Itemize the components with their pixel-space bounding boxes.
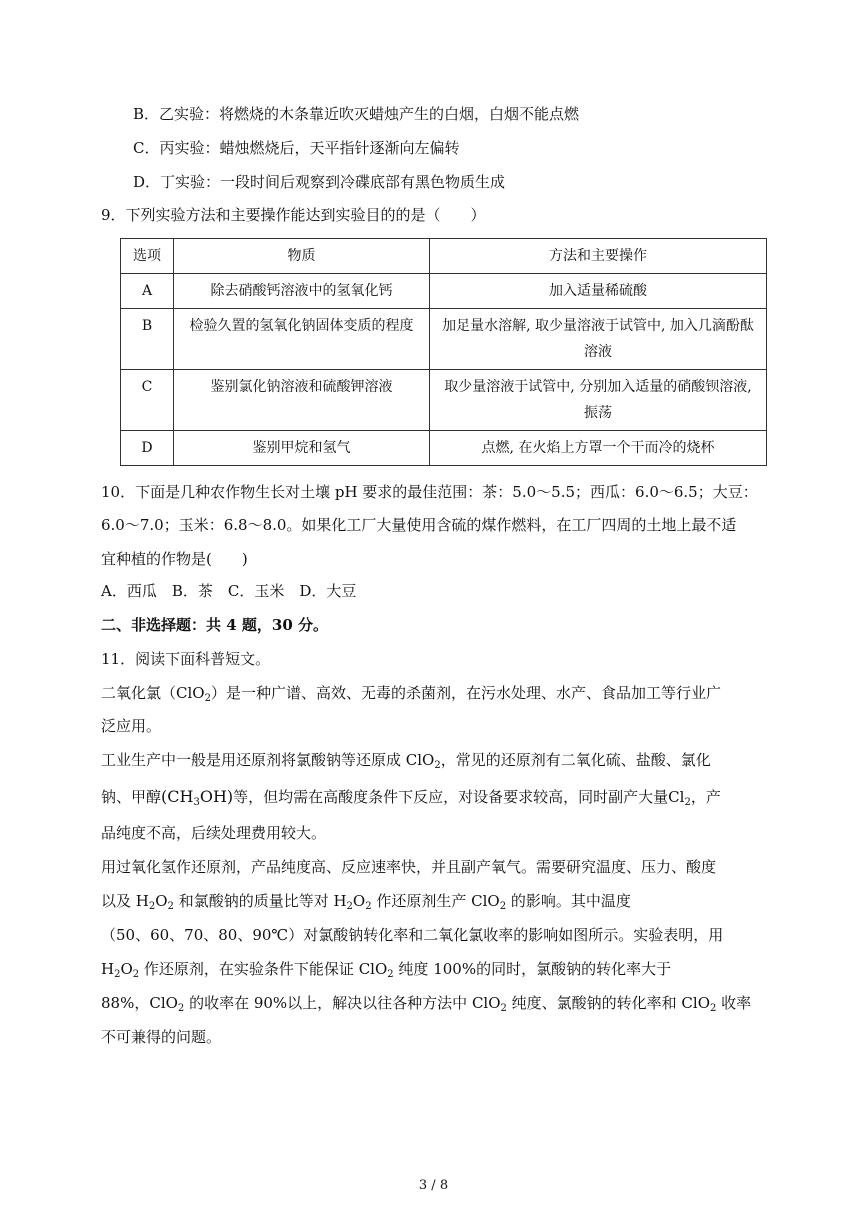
- q11-paragraph-1-line-1: 二氧化氯（ClO$_2$）是一种广谱、高效、无毒的杀菌剂，在污水处理、水产、食品加工等行业广: [101, 684, 721, 704]
- page-number: 3 / 8: [418, 1178, 449, 1193]
- table-row: [121, 274, 767, 309]
- q10-options: A．西瓜 B．茶 C．玉米 D．大豆: [101, 582, 357, 600]
- option-cell: A: [121, 274, 174, 309]
- q11-paragraph-2-line-2: 钠、甲醇$(CH_3OH)$等，但均需在高酸度条件下反应，对设备要求较高，同时副产大量$Cl_2$，产: [101, 787, 721, 808]
- method-cell: 加入适量稀硫酸: [430, 274, 767, 309]
- q9-table: [120, 238, 767, 466]
- q11-paragraph-3-line-5: 88%，ClO$_2$ 的收率在 90%以上，解决以往各种方法中 ClO$_2$ 纯度、氯酸钠的转化率和 ClO$_2$ 收率: [101, 994, 752, 1014]
- q11-paragraph-3-line-6: 不可兼得的问题。: [101, 1028, 222, 1046]
- method-cell: 加足量水溶解, 取少量溶液于试管中, 加入几滴酚酞溶液: [430, 309, 767, 370]
- method-cell: 取少量溶液于试管中, 分别加入适量的硝酸钡溶液, 振荡: [430, 370, 767, 431]
- substance-cell: 鉴别甲烷和氢气: [174, 431, 430, 466]
- table-row: [121, 431, 767, 466]
- substance-cell: 检验久置的氢氧化钠固体变质的程度: [174, 309, 430, 370]
- option-cell: D: [121, 431, 174, 466]
- header-substance: 物质: [174, 239, 430, 274]
- q11-paragraph-2-line-1: 工业生产中一般是用还原剂将氯酸钠等还原成 ClO$_2$，常见的还原剂有二氧化硫、盐酸、氯化: [101, 751, 711, 771]
- header-method: 方法和主要操作: [430, 239, 767, 274]
- table-row: [121, 309, 767, 370]
- q9-stem: 9．下列实验方法和主要操作能达到实验目的的是（ ）: [101, 206, 486, 224]
- table-row: [121, 370, 767, 431]
- methanol-formula: $(CH_3OH)$: [161, 787, 234, 808]
- option-cell: C: [121, 370, 174, 431]
- q11-paragraph-3-line-3: （50、60、70、80、90℃）对氯酸钠转化率和二氧化氯收率的影响如图所示。实验表明，用: [101, 926, 724, 944]
- q10-line-3: 宜种植的作物是( ): [101, 550, 248, 568]
- q8-option-c: C．丙实验：蜡烛燃烧后，天平指针逐渐向左偏转: [133, 139, 460, 157]
- substance-cell: 除去硝酸钙溶液中的氢氧化钙: [174, 274, 430, 309]
- header-option: 选项: [121, 239, 174, 274]
- q11-paragraph-3-line-1: 用过氧化氢作还原剂，产品纯度高、反应速率快，并且副产氧气。需要研究温度、压力、酸度: [101, 858, 717, 876]
- q11-paragraph-1-line-2: 泛应用。: [101, 717, 162, 735]
- q11-stem: 11．阅读下面科普短文。: [101, 650, 271, 668]
- table-header-row: [121, 239, 767, 274]
- option-cell: B: [121, 309, 174, 370]
- q8-option-b: B．乙实验：将燃烧的木条靠近吹灭蜡烛产生的白烟，白烟不能点燃: [133, 105, 580, 123]
- q11-paragraph-3-line-4: $H_2O_2$ 作还原剂，在实验条件下能保证 ClO$_2$ 纯度 100%的同时，氯酸钠的转化率大于: [101, 960, 672, 980]
- method-cell: 点燃, 在火焰上方罩一个干而冷的烧杯: [430, 431, 767, 466]
- substance-cell: 鉴别氯化钠溶液和硫酸钾溶液: [174, 370, 430, 431]
- q11-paragraph-3-line-2: 以及 $H_2O_2$ 和氯酸钠的质量比等对 $H_2O_2$ 作还原剂生产 ClO$_2$ 的影响。其中温度: [101, 892, 631, 912]
- q10-line-1: 10．下面是几种农作物生长对土壤 pH 要求的最佳范围：茶：5.0～5.5；西瓜：6.0～6.5；大豆：: [101, 483, 758, 501]
- section-heading: 二、非选择题：共 4 题，30 分。: [101, 616, 328, 634]
- chlorine-formula: $Cl_2$: [668, 788, 691, 808]
- q10-line-2: 6.0～7.0；玉米：6.8～8.0。如果化工厂大量使用含硫的煤作燃料，在工厂四周的土地上最不适: [101, 516, 737, 534]
- q11-paragraph-2-line-3: 品纯度不高，后续处理费用较大。: [101, 824, 327, 842]
- q8-option-d: D．丁实验：一段时间后观察到冷碟底部有黑色物质生成: [133, 173, 506, 191]
